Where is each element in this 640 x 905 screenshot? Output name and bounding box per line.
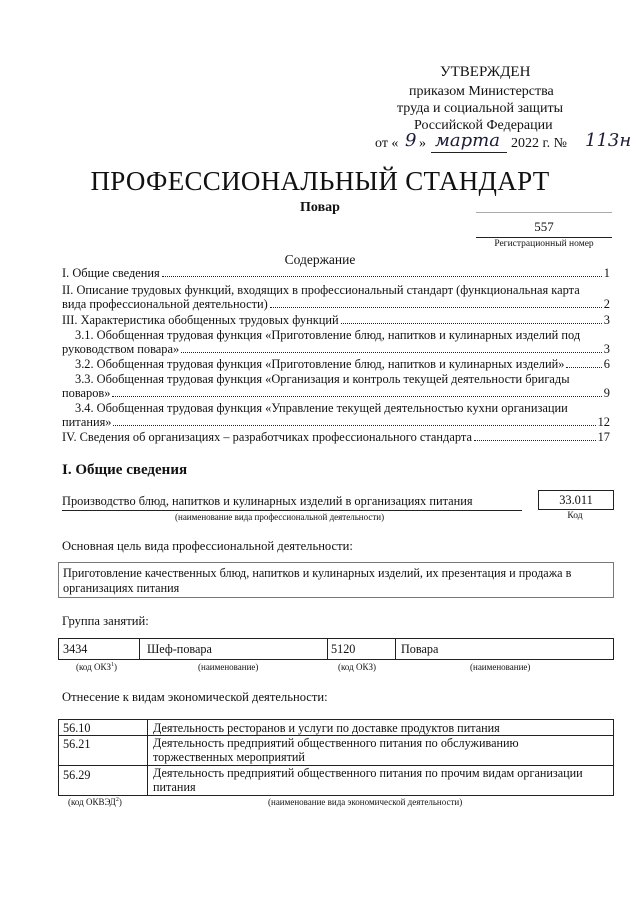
toc-item-text: 3.4. Обобщенная трудовая функция «Управление текущей деятельностью кухни организации: [75, 401, 568, 415]
group-col-divider: [139, 639, 140, 659]
goal-text-line: Приготовление качественных блюд, напитков и кулинарных изделий, их презентация и продажа в: [63, 566, 572, 580]
group-name: Повара: [401, 642, 439, 656]
date-day: 9: [405, 130, 417, 151]
toc-item-text: 3.3. Обобщенная трудовая функция «Организация и контроль текущей деятельности бригады: [75, 372, 570, 386]
activity-code-caption: Код: [567, 511, 583, 521]
group-caption-name-2: (наименование): [470, 662, 531, 672]
approval-line-federation: Российской Федерации: [414, 118, 553, 133]
toc-item-text: руководством повара»: [62, 342, 180, 356]
toc-item-text: питания»: [62, 415, 112, 429]
toc-item[interactable]: [62, 297, 610, 311]
activity-code-box: [538, 490, 614, 510]
toc-item[interactable]: [75, 357, 610, 371]
econ-table: [58, 719, 614, 796]
toc-item[interactable]: [75, 328, 610, 342]
toc-item-page: 3: [603, 342, 610, 356]
toc-item-text: III. Характеристика обобщенных трудовых функций: [62, 313, 339, 327]
toc-item-page: 2: [603, 297, 610, 311]
econ-name: Деятельность предприятий общественного питания по прочим видам организации: [153, 766, 583, 780]
toc-item[interactable]: [62, 313, 610, 327]
toc-leader: [566, 366, 601, 368]
group-label: Группа занятий:: [62, 614, 149, 628]
econ-caption-name: (наименование вида экономической деятельности): [268, 797, 463, 807]
date-mid: »: [419, 136, 426, 151]
group-col-divider: [327, 639, 328, 659]
toc-leader: [113, 424, 595, 426]
toc-item-page: 3: [603, 313, 610, 327]
toc-item-page: 12: [597, 415, 610, 429]
toc-item-page: 1: [603, 266, 610, 280]
group-code: 3434: [63, 642, 88, 656]
date-month-underline: [431, 152, 507, 153]
toc-item[interactable]: [62, 283, 610, 297]
group-caption-code: (код ОКЗ$^1$): [76, 662, 117, 672]
registration-box: [476, 212, 612, 238]
toc-item-page: 9: [603, 386, 610, 400]
toc-item-text: IV. Сведения об организациях – разработчиках профессионального стандарта: [62, 430, 472, 444]
econ-code: 56.10: [63, 721, 91, 735]
activity-caption: (наименование вида профессиональной деятельности): [175, 512, 385, 522]
activity-name: Производство блюд, напитков и кулинарных изделий в организациях питания: [62, 494, 473, 508]
toc-leader: [162, 275, 602, 277]
econ-name: Деятельность предприятий общественного питания по обслуживанию: [153, 736, 519, 750]
approval-date-line: [375, 132, 635, 154]
approval-line-ministry: приказом Министерства: [409, 84, 554, 99]
toc-item-page: 17: [597, 430, 610, 444]
page-subtitle: Повар: [300, 200, 340, 215]
toc-item[interactable]: [75, 401, 610, 415]
date-year: 2022 г. №: [511, 136, 568, 151]
econ-label: Отнесение к видам экономической деятельности:: [62, 690, 328, 704]
toc-leader: [112, 395, 601, 397]
group-name: Шеф-повара: [147, 642, 212, 656]
group-table: [58, 638, 614, 660]
activity-code: 33.011: [559, 493, 593, 507]
toc-leader: [474, 439, 596, 441]
toc-item[interactable]: [62, 342, 610, 356]
toc-item[interactable]: [62, 415, 610, 429]
toc-heading: Содержание: [284, 252, 356, 267]
toc-item[interactable]: [62, 430, 610, 444]
toc-leader: [270, 306, 602, 308]
econ-caption-code: (код ОКВЭД$^2$): [68, 797, 122, 807]
page-title: ПРОФЕССИОНАЛЬНЫЙ СТАНДАРТ: [90, 166, 550, 196]
group-caption-name: (наименование): [198, 662, 259, 672]
group-caption-code-2: (код ОКЗ): [338, 662, 376, 672]
toc-leader: [341, 322, 602, 324]
econ-col-divider: [147, 720, 148, 795]
date-month: марта: [435, 130, 500, 151]
toc-item[interactable]: [75, 372, 610, 386]
date-prefix: от «: [375, 136, 399, 151]
toc-item-text: вида профессиональной деятельности): [62, 297, 268, 311]
toc-leader: [181, 351, 602, 353]
toc-item-text: поваров»: [62, 386, 111, 400]
econ-code: 56.21: [63, 737, 91, 751]
approval-line-labor: труда и социальной защиты: [397, 101, 563, 116]
toc-item-text: 3.1. Обобщенная трудовая функция «Приготовление блюд, напитков и кулинарных изделий под: [75, 328, 581, 342]
goal-box: [58, 562, 614, 598]
registration-number: 557: [534, 219, 554, 234]
econ-name: Деятельность ресторанов и услуги по доставке продуктов питания: [153, 721, 500, 735]
econ-name-cont: питания: [153, 780, 196, 794]
activity-underline: [62, 510, 522, 511]
group-code: 5120: [331, 642, 356, 656]
toc-item-text: II. Описание трудовых функций, входящих в профессиональный стандарт (функциональная карта: [62, 283, 580, 297]
group-col-divider: [395, 639, 396, 659]
goal-label: Основная цель вида профессиональной деятельности:: [62, 539, 353, 553]
toc-item[interactable]: [62, 266, 610, 280]
toc-item-text: 3.2. Обобщенная трудовая функция «Приготовление блюд, напитков и кулинарных изделий»: [75, 357, 565, 371]
goal-text-line: организациях питания: [63, 581, 180, 595]
section-heading: I. Общие сведения: [62, 462, 188, 478]
toc-item[interactable]: [62, 386, 610, 400]
econ-code: 56.29: [63, 768, 91, 782]
order-number: 113н: [585, 130, 632, 151]
approval-title: УТВЕРЖДЕН: [440, 64, 531, 80]
registration-label: Регистрационный номер: [494, 239, 594, 249]
toc-item-page: 6: [603, 357, 610, 371]
econ-name-cont: торжественных мероприятий: [153, 750, 305, 764]
toc-item-text: I. Общие сведения: [62, 266, 160, 280]
